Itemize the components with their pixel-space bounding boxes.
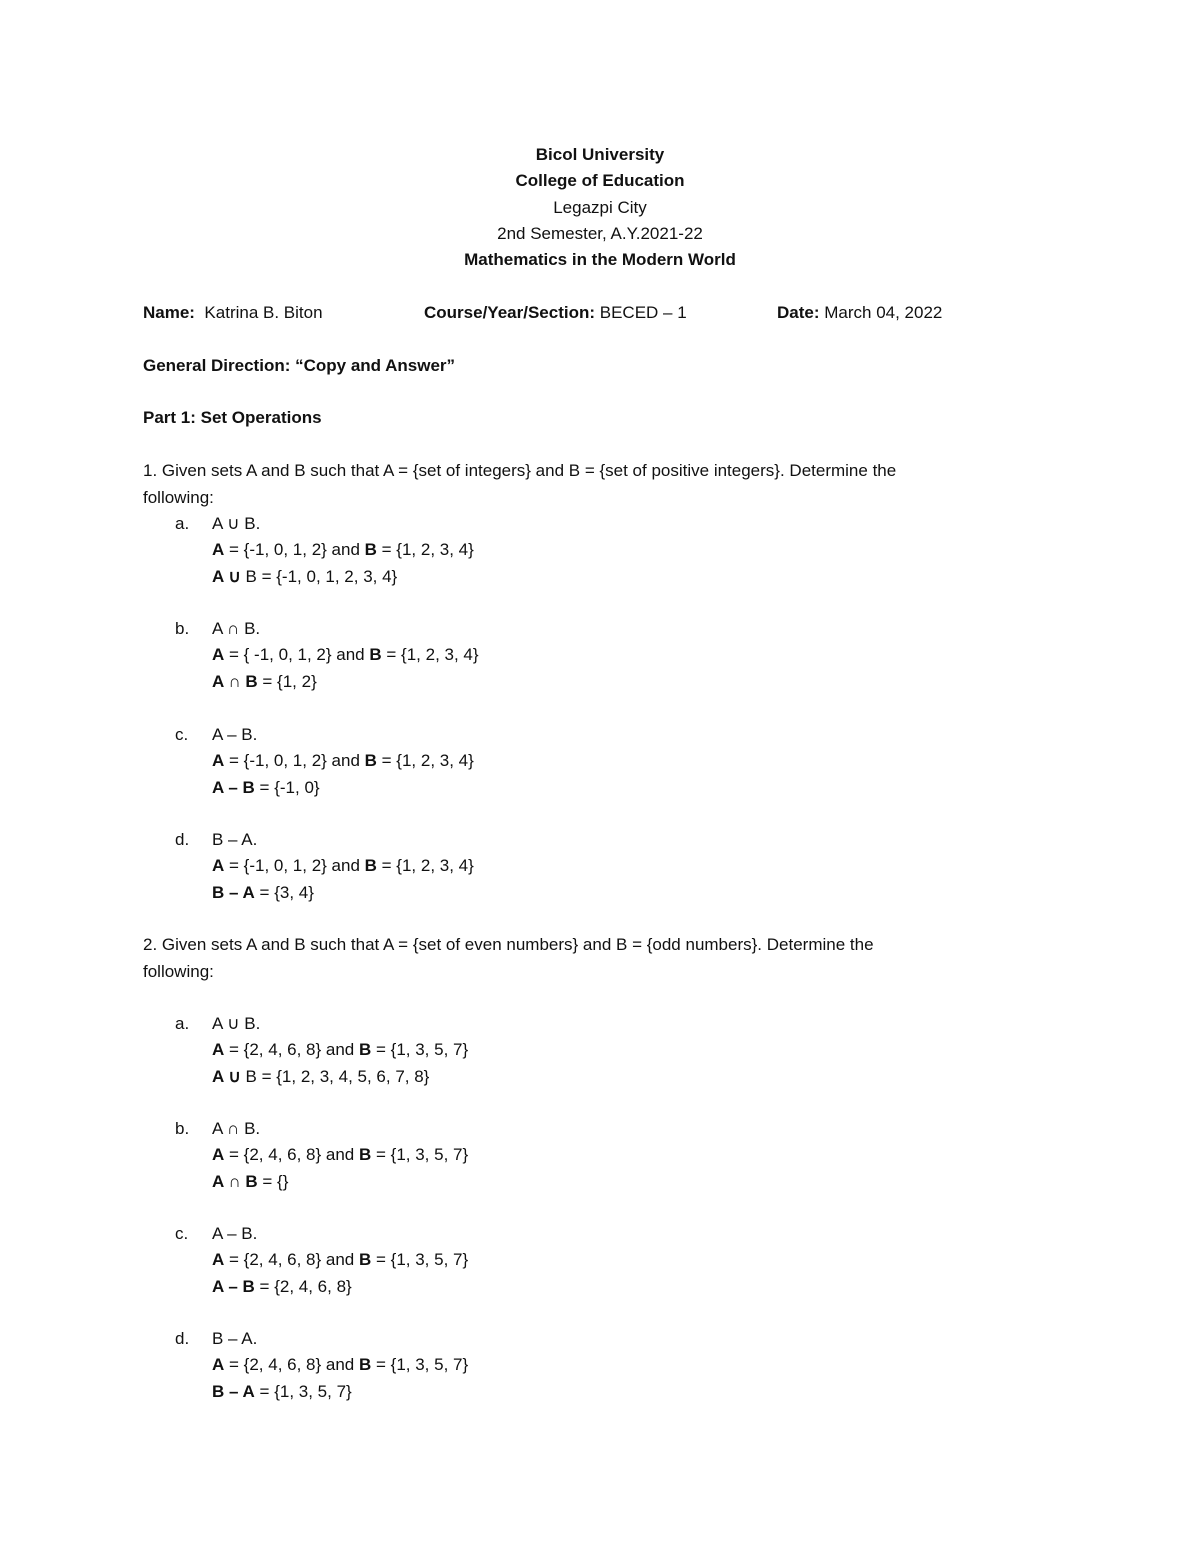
item-operation: A – B. bbox=[212, 725, 258, 744]
set-a-value: = { -1, 0, 1, 2} and bbox=[224, 645, 370, 664]
set-b-value: = {1, 3, 5, 7} bbox=[371, 1145, 469, 1164]
set-a-label: A bbox=[212, 540, 225, 559]
city: Legazpi City bbox=[553, 198, 647, 217]
date-field bbox=[777, 303, 942, 323]
set-b-label: B bbox=[358, 1355, 372, 1374]
question-prompt-cont: following: bbox=[143, 962, 214, 981]
item-letter: d. bbox=[175, 1329, 190, 1348]
answer bbox=[212, 883, 314, 903]
part-heading: Part 1: Set Operations bbox=[143, 408, 322, 427]
general-direction: General Direction: “Copy and Answer” bbox=[143, 356, 456, 375]
given-sets bbox=[212, 1355, 468, 1375]
item-letter: c. bbox=[175, 1224, 189, 1243]
item-operation: A ∩ B. bbox=[212, 619, 261, 638]
answer bbox=[212, 672, 317, 692]
set-b-value: = {1, 2, 3, 4} bbox=[376, 751, 474, 770]
given-sets bbox=[212, 540, 474, 560]
student-name: Katrina B. Biton bbox=[204, 303, 323, 322]
given-sets bbox=[212, 1250, 468, 1270]
set-a-label: A bbox=[212, 751, 225, 770]
set-a-label: A bbox=[212, 1250, 225, 1269]
answer bbox=[212, 1382, 352, 1402]
item-operation: B – A. bbox=[212, 830, 258, 849]
item-letter: a. bbox=[175, 514, 190, 533]
name-field bbox=[143, 303, 323, 323]
set-a-value: = {-1, 0, 1, 2} and bbox=[224, 751, 365, 770]
set-b-label: B bbox=[369, 645, 382, 664]
given-sets bbox=[212, 1145, 468, 1165]
set-b-value: = {1, 2, 3, 4} bbox=[376, 540, 474, 559]
course-field bbox=[424, 303, 687, 323]
set-a-label: A bbox=[212, 1040, 225, 1059]
course-label: Course/Year/Section: bbox=[424, 303, 596, 322]
answer-value: B = {-1, 0, 1, 2, 3, 4} bbox=[240, 567, 398, 586]
item-letter: d. bbox=[175, 830, 190, 849]
course-value: BECED – 1 bbox=[599, 303, 687, 322]
answer-value: = {2, 4, 6, 8} bbox=[254, 1277, 352, 1296]
set-a-value: = {2, 4, 6, 8} and bbox=[224, 1145, 359, 1164]
set-a-value: = {-1, 0, 1, 2} and bbox=[224, 856, 365, 875]
subject-title: Mathematics in the Modern World bbox=[464, 250, 736, 269]
set-b-label: B bbox=[358, 1250, 372, 1269]
item-operation: A – B. bbox=[212, 1224, 258, 1243]
given-sets bbox=[212, 856, 474, 876]
set-a-label: A bbox=[212, 1355, 225, 1374]
set-b-label: B bbox=[364, 540, 377, 559]
given-sets bbox=[212, 1040, 468, 1060]
answer-lhs: A ∪ bbox=[212, 567, 241, 586]
item-letter: b. bbox=[175, 1119, 190, 1138]
answer-lhs: A – B bbox=[212, 1277, 255, 1296]
answer-lhs: B – A bbox=[212, 1382, 255, 1401]
set-b-label: B bbox=[358, 1040, 372, 1059]
answer-value: B = {1, 2, 3, 4, 5, 6, 7, 8} bbox=[240, 1067, 430, 1086]
university-name: Bicol University bbox=[535, 145, 665, 164]
given-sets bbox=[212, 751, 474, 771]
answer bbox=[212, 1067, 429, 1087]
set-a-value: = {2, 4, 6, 8} and bbox=[224, 1355, 359, 1374]
item-letter: b. bbox=[175, 619, 190, 638]
item-operation: A ∪ B. bbox=[212, 1014, 261, 1033]
set-a-value: = {-1, 0, 1, 2} and bbox=[224, 540, 365, 559]
set-b-label: B bbox=[364, 856, 377, 875]
semester: 2nd Semester, A.Y.2021-22 bbox=[497, 224, 703, 243]
item-operation: B – A. bbox=[212, 1329, 258, 1348]
answer bbox=[212, 1172, 288, 1192]
answer-lhs: A ∩ B bbox=[212, 1172, 258, 1191]
answer-value: = {1, 3, 5, 7} bbox=[254, 1382, 352, 1401]
question-prompt: 1. Given sets A and B such that A = {set of integers} and B = {set of positive integers}. Determine the bbox=[143, 461, 897, 480]
date-value: March 04, 2022 bbox=[824, 303, 943, 322]
answer-value: = {} bbox=[257, 1172, 289, 1191]
set-b-value: = {1, 2, 3, 4} bbox=[376, 856, 474, 875]
item-operation: A ∩ B. bbox=[212, 1119, 261, 1138]
set-b-value: = {1, 3, 5, 7} bbox=[371, 1250, 469, 1269]
answer bbox=[212, 567, 397, 587]
answer bbox=[212, 1277, 352, 1297]
answer-value: = {3, 4} bbox=[254, 883, 314, 902]
question-prompt: 2. Given sets A and B such that A = {set of even numbers} and B = {odd numbers}. Determine the bbox=[143, 935, 874, 954]
college-name: College of Education bbox=[515, 171, 685, 190]
set-b-value: = {1, 2, 3, 4} bbox=[381, 645, 479, 664]
set-a-label: A bbox=[212, 645, 225, 664]
answer-lhs: B – A bbox=[212, 883, 255, 902]
answer-value: = {-1, 0} bbox=[254, 778, 320, 797]
name-label: Name: bbox=[143, 303, 195, 322]
answer-lhs: A ∩ B bbox=[212, 672, 258, 691]
answer-lhs: A – B bbox=[212, 778, 255, 797]
item-operation: A ∪ B. bbox=[212, 514, 261, 533]
set-a-label: A bbox=[212, 856, 225, 875]
answer-lhs: A ∪ bbox=[212, 1067, 241, 1086]
set-b-label: B bbox=[358, 1145, 372, 1164]
answer bbox=[212, 778, 320, 798]
set-b-value: = {1, 3, 5, 7} bbox=[371, 1355, 469, 1374]
given-sets bbox=[212, 645, 479, 665]
set-a-value: = {2, 4, 6, 8} and bbox=[224, 1250, 359, 1269]
question-prompt-cont: following: bbox=[143, 488, 214, 507]
set-b-label: B bbox=[364, 751, 377, 770]
set-a-label: A bbox=[212, 1145, 225, 1164]
set-a-value: = {2, 4, 6, 8} and bbox=[224, 1040, 359, 1059]
item-letter: a. bbox=[175, 1014, 190, 1033]
date-label: Date: bbox=[777, 303, 820, 322]
answer-value: = {1, 2} bbox=[257, 672, 317, 691]
set-b-value: = {1, 3, 5, 7} bbox=[371, 1040, 469, 1059]
item-letter: c. bbox=[175, 725, 189, 744]
